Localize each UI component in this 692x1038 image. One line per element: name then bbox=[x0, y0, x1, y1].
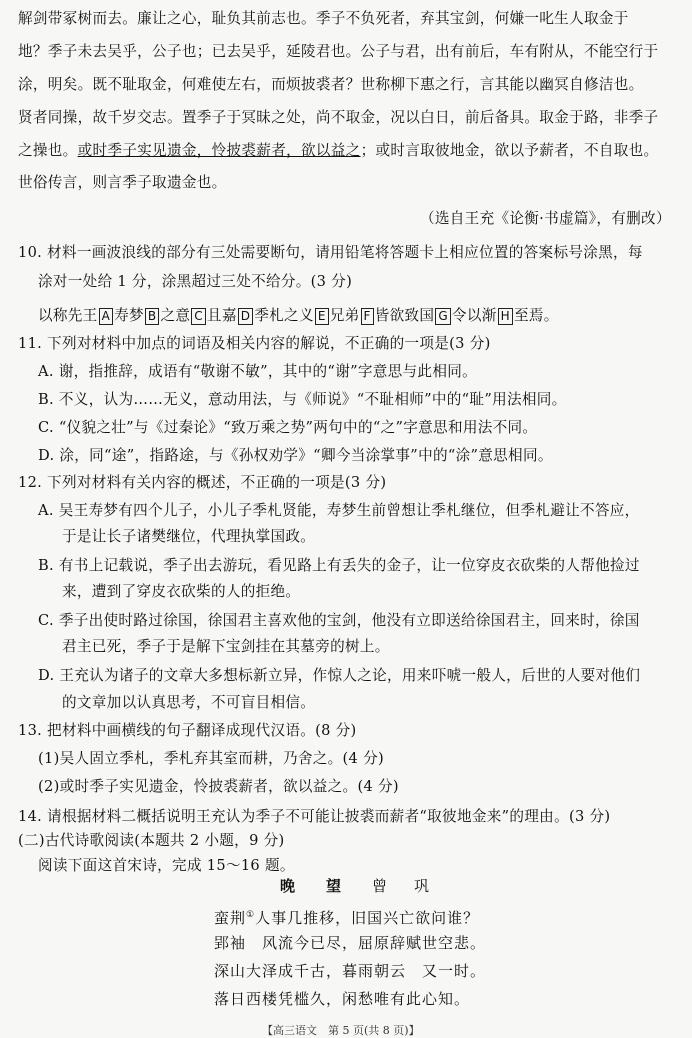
q11-stem: 11. 下列对材料中加点的词语及相关内容的解说，不正确的一项是(3 分) bbox=[18, 335, 491, 352]
q12-option-c-cont: 君主已死，季子于是解下宝剑挂在其墓旁的树上。 bbox=[62, 638, 390, 655]
q10-segment: 寿梦 bbox=[114, 307, 144, 324]
passage-line-3: 涂，明矣。既不耻取金，何难使左右，而烦披裘者？世称柳下惠之行，言其能以幽冥自修洁也。 bbox=[18, 76, 644, 93]
q10-sentence bbox=[38, 303, 559, 329]
poem-line-4: 落日西楼凭槛久，闲愁唯有此心知。 bbox=[214, 990, 471, 1008]
q10-segment: 皆欲致国 bbox=[374, 307, 435, 324]
q12-option-a-cont: 于是让长子诸樊继位，代理执掌国政。 bbox=[62, 528, 316, 545]
poem-text: 蛮荆 bbox=[214, 909, 247, 927]
poem-text: 人事几推移，旧国兴亡欲问谁？ bbox=[255, 909, 480, 927]
q13-sentence-2: (2)或时季子实见遗金，怜披裘薪者，欲以益之。(4 分) bbox=[38, 778, 399, 795]
passage-line-6: 世俗传言，则言季子取遗金也。 bbox=[18, 174, 227, 191]
footnote-marker: ① bbox=[246, 910, 256, 920]
passage-line-1: 解剑带冢树而去。廉让之心，耻负其前志也。季子不负死者，弃其宝剑，何嫌一叱生人取金于 bbox=[18, 10, 629, 27]
q11-option-b: B. 不义，认为……无义，意动用法，与《师说》“不耻相师”中的“耻”用法相同。 bbox=[38, 391, 567, 408]
q10-segment: 季札之义 bbox=[254, 307, 314, 324]
q12-option-d-cont: 的文章加以认真思考，不可盲目相信。 bbox=[62, 694, 316, 711]
poem-author: 曾 巩 bbox=[372, 877, 436, 895]
q10-segment: 兄弟 bbox=[329, 307, 360, 324]
section-heading: (二)古代诗歌阅读(本题共 2 小题，9 分) bbox=[18, 832, 285, 849]
q12-option-b-cont: 来，遭到了穿皮衣砍柴的人的拒绝。 bbox=[62, 583, 301, 600]
poem-title: 晚 望 bbox=[280, 877, 350, 895]
break-option-a[interactable]: A bbox=[99, 308, 114, 325]
q10-segment: 之意 bbox=[160, 307, 191, 324]
break-option-b[interactable]: B bbox=[145, 308, 160, 325]
section-intro: 阅读下面这首宋诗，完成 15～16 题。 bbox=[38, 857, 295, 874]
passage-line-5 bbox=[18, 138, 658, 164]
passage-line-2: 地？季子未去吴乎，公子也；已去吴乎，延陵君也。公子与君，出有前后，车有附从，不能空行于 bbox=[18, 43, 659, 60]
q14-stem: 14. 请根据材料二概括说明王充认为季子不可能让披裘而薪者“取彼地金来”的理由。(3 分) bbox=[18, 808, 611, 825]
q10-segment: 令以渐 bbox=[451, 307, 497, 324]
break-option-c[interactable]: C bbox=[191, 308, 206, 325]
poem-header bbox=[280, 875, 435, 896]
underlined-sentence: 或时季子实见遗金，怜披裘薪者，欲以益之 bbox=[77, 142, 361, 159]
passage-text: 之操也。 bbox=[18, 142, 78, 159]
passage-text: ；或时言取彼地金，欲以予薪者，不自取也。 bbox=[360, 142, 659, 159]
q12-option-b: B. 有书上记载说，季子出去游玩，看见路上有丢失的金子，让一位穿皮衣砍柴的人帮他捡过 bbox=[38, 557, 640, 574]
source-citation: （选自王充《论衡·书虚篇》，有删改） bbox=[420, 210, 671, 227]
break-option-h[interactable]: H bbox=[498, 308, 513, 325]
break-option-e[interactable]: E bbox=[315, 308, 329, 325]
q10-segment: 以称先王 bbox=[38, 307, 98, 324]
q10-segment: 且嘉 bbox=[206, 307, 237, 324]
break-option-f[interactable]: F bbox=[361, 308, 374, 325]
q12-option-a: A. 吴王寿梦有四个儿子，小儿子季札贤能，寿梦生前曾想让季札继位，但季札避让不答应， bbox=[38, 502, 640, 519]
q12-option-c: C. 季子出使时路过徐国，徐国君主喜欢他的宝剑，他没有立即送给徐国君主，回来时，徐国 bbox=[38, 612, 640, 629]
passage-line-4: 贤者同操，故千岁交志。置季子于冥昧之处，尚不取金，况以白日，前后备具。取金于路，非季子 bbox=[18, 109, 659, 126]
page-footer: 【高三语文 第 5 页(共 8 页)】 bbox=[262, 1024, 420, 1037]
q10-segment: 至焉。 bbox=[513, 307, 559, 324]
q12-option-d: D. 王充认为诸子的文章大多想标新立异，作惊人之论，用来吓唬一般人，后世的人要对他们 bbox=[38, 667, 641, 684]
q11-option-a: A. 谢，指推辞，成语有“敬谢不敏”，其中的“谢”字意思与此相同。 bbox=[38, 363, 477, 380]
q10-stem-2: 涂对一处给 1 分，涂黑超过三处不给分。(3 分) bbox=[38, 273, 353, 290]
q12-stem: 12. 下列对材料有关内容的概述，不正确的一项是(3 分) bbox=[18, 474, 387, 491]
break-option-g[interactable]: G bbox=[435, 308, 451, 325]
q13-stem: 13. 把材料中画横线的句子翻译成现代汉语。(8 分) bbox=[18, 722, 357, 739]
break-option-d[interactable]: D bbox=[238, 308, 254, 325]
poem-line-3: 深山大泽成千古，暮雨朝云 又一时。 bbox=[214, 962, 487, 980]
q13-sentence-1: (1)吴人固立季札，季札弃其室而耕，乃舍之。(4 分) bbox=[38, 750, 384, 767]
q11-option-c: C. “仪貌之壮”与《过秦论》“致万乘之势”两句中的“之”字意思和用法不同。 bbox=[38, 419, 538, 436]
q11-option-d: D. 涂，同“途”，指路途，与《孙权劝学》“卿今当涂掌事”中的“涂”意思相同。 bbox=[38, 447, 553, 464]
poem-line-2: 郢袖 风流今已尽，屈原辞赋世空悲。 bbox=[214, 934, 487, 952]
poem-line-1 bbox=[214, 902, 479, 931]
q10-stem-1: 10. 材料一画波浪线的部分有三处需要断句，请用铅笔将答题卡上相应位置的答案标号涂黑，每 bbox=[18, 244, 643, 261]
